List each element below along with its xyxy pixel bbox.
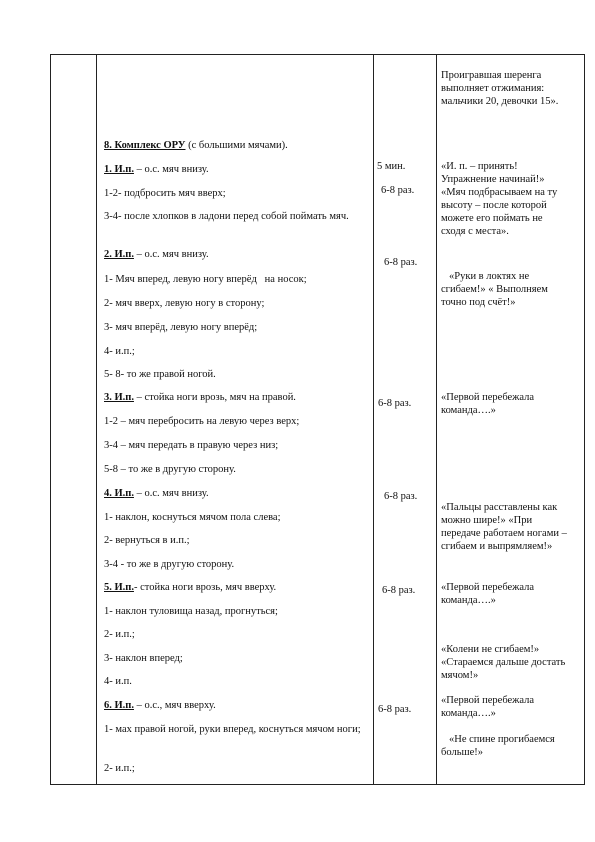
section-title: 8. Комплекс ОРУ (с большими мячами). [104,140,288,151]
exercise-line: 2- и.п.; [104,763,135,774]
exercise-line: 4- и.п.; [104,346,135,357]
exercise-line: 3-4 - то же в другую сторону. [104,559,235,570]
exercise-line: 1-2 – мяч перебросить на левую через верх; [104,416,300,427]
teacher-note: «Пальцы расставлены как можно шире!» «При передаче работаем ногами – сгибаем и выпрямляем!» [441,502,567,552]
exercise-heading: 6. И.п. – о.с., мяч вверху. [104,700,216,711]
dosage: 6-8 раз. [378,398,412,409]
teacher-note: «Руки в локтях не сгибаем!» « Выполняем точно под счёт!» [441,271,548,308]
dosage: 6-8 раз. [381,185,415,196]
dosage: 6-8 раз. [384,491,418,502]
exercise-heading: 1. И.п. – о.с. мяч внизу. [104,164,209,175]
teacher-note: «Не спине прогибаемся больше!» [441,734,555,758]
exercise-line: 1-2- подбросить мяч вверх; [104,188,226,199]
teacher-note: «Первой перебежала команда….» [441,695,535,719]
teacher-note: «Колени не сгибаем!» «Стараемся дальше достать мячом!» [441,644,566,681]
exercise-line: 3-4 – мяч передать в правую через низ; [104,440,279,451]
exercise-line: 5- 8- то же правой ногой. [104,369,216,380]
exercise-line: 5-8 – то же в другую сторону. [104,464,236,475]
exercise-heading: 3. И.п. – стойка ноги врозь, мяч на правой. [104,392,296,403]
exercise-heading: 4. И.п. – о.с. мяч внизу. [104,488,209,499]
exercise-line: 2- мяч вверх, левую ногу в сторону; [104,298,265,309]
column-divider [96,55,97,784]
exercise-line: 3- наклон вперед; [104,653,183,664]
dosage: 6-8 раз. [378,704,412,715]
dosage: 6-8 раз. [382,585,416,596]
teacher-note: «И. п. – принять! Упражнение начинай!» «Мяч подбрасываем на ту высоту – после которой можете его поймать не сходя с места». [441,161,558,237]
column-divider [373,55,374,784]
teacher-note: «Первой перебежала команда….» [441,392,535,416]
exercise-line: 1- мах правой ногой, руки вперед, коснуться мячом ноги; [104,724,361,735]
exercise-line: 3- мяч вперёд, левую ногу вперёд; [104,322,258,333]
exercise-line: 1- наклон, коснуться мячом пола слева; [104,512,281,523]
teacher-note: Проигравшая шеренга выполняет отжимания: мальчики 20, девочки 15». [441,70,559,107]
dosage: 6-8 раз. [384,257,418,268]
exercise-line: 3-4- после хлопков в ладони перед собой поймать мяч. [104,211,349,222]
exercise-heading: 2. И.п. – о.с. мяч внизу. [104,249,209,260]
exercise-line: 2- вернуться в и.п.; [104,535,190,546]
exercise-line: 4- и.п. [104,676,132,687]
exercise-heading: 5. И.п.- стойка ноги врозь, мяч вверху. [104,582,277,593]
exercise-line: 1- Мяч вперед, левую ногу вперёд на носок; [104,274,307,285]
exercise-line: 2- и.п.; [104,629,135,640]
teacher-note: «Первой перебежала команда….» [441,582,535,606]
exercise-line: 1- наклон туловища назад, прогнуться; [104,606,278,617]
dosage: 5 мин. [377,161,406,172]
column-divider [436,55,437,784]
